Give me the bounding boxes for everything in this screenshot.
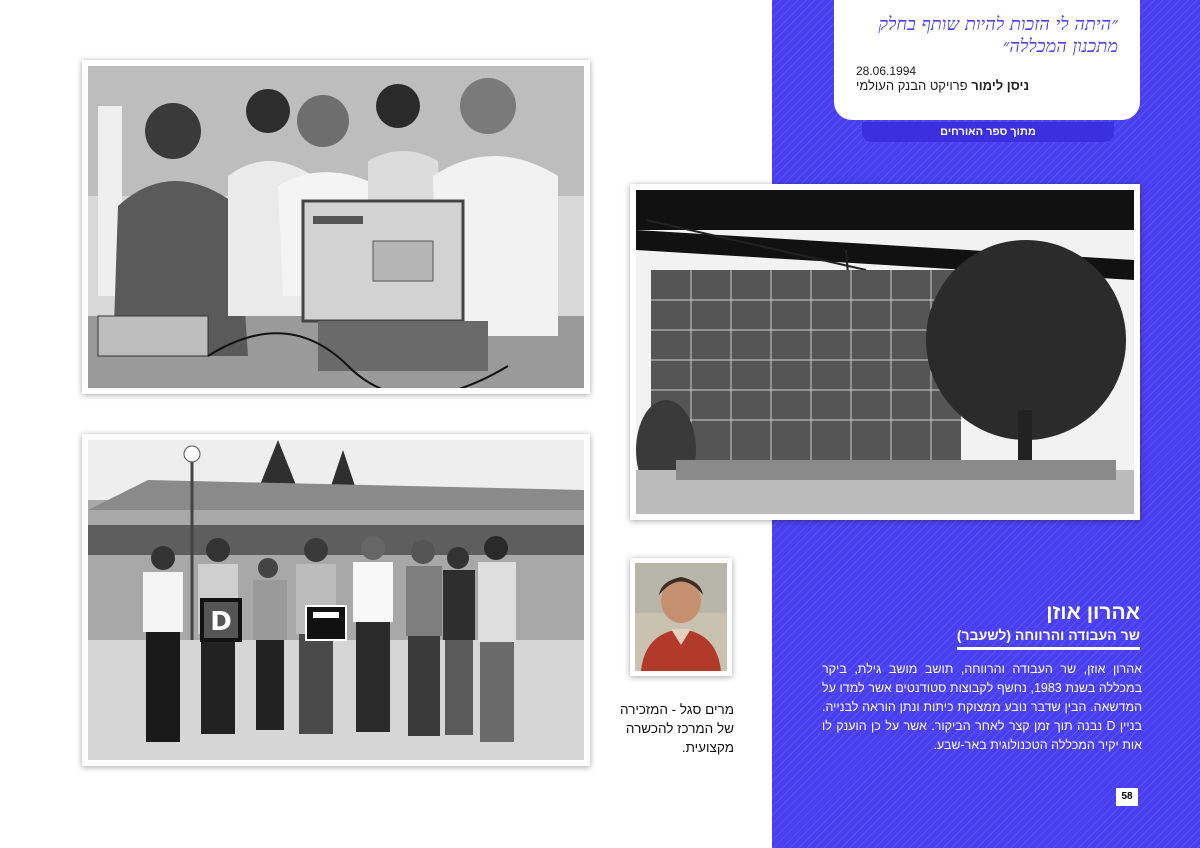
quote-author	[856, 78, 1118, 93]
photo-computer-demo-image	[88, 66, 584, 388]
photo-group-sign	[82, 434, 590, 766]
sign-letter-d: D	[210, 607, 232, 637]
photo-portrait	[630, 558, 732, 676]
person-name: אהרון אוזן	[1046, 601, 1140, 624]
guestbook-label: מתוך ספר האורחים	[862, 122, 1114, 142]
quote-author-role: פרויקט הבנק העולמי	[856, 78, 968, 93]
photo-construction-image	[636, 190, 1134, 514]
portrait-caption: מרים סגל - המזכירה של המרכז להכשרה מקצועית.	[620, 702, 734, 755]
photo-portrait-image	[635, 563, 727, 671]
person-heading	[840, 600, 1140, 650]
person-title: שר העבודה והרווחה (לשעבר)	[957, 626, 1140, 650]
quote-author-name: ניסן לימור	[971, 78, 1030, 93]
quote-date: 28.06.1994	[856, 64, 917, 78]
photo-construction	[630, 184, 1140, 520]
quote-card	[834, 0, 1140, 120]
person-bio: אהרון אוזן, שר העבודה והרווחה, תושב מושב גילת, ביקר במכללה בשנת 1983, נחשף לקבוצות סטודנטים אשר למדו על המדשאה. הבין שדבר נובע ממצוקת כיתות ונתן הוראה לבנייה. בניין D נבנה תוך זמן קצר לאחר הביקור. אשר על כן הוענק לו אות יקיר המכללה הטכנולוגית באר-שבע.	[822, 662, 1143, 752]
quote-text: ״היתה לי הזכות להיות שותף בחלק מתכנון המכללה״	[878, 14, 1118, 57]
page-number: 58	[1116, 788, 1138, 806]
photo-computer-demo	[82, 60, 590, 394]
photo-group-sign-image	[88, 440, 584, 760]
